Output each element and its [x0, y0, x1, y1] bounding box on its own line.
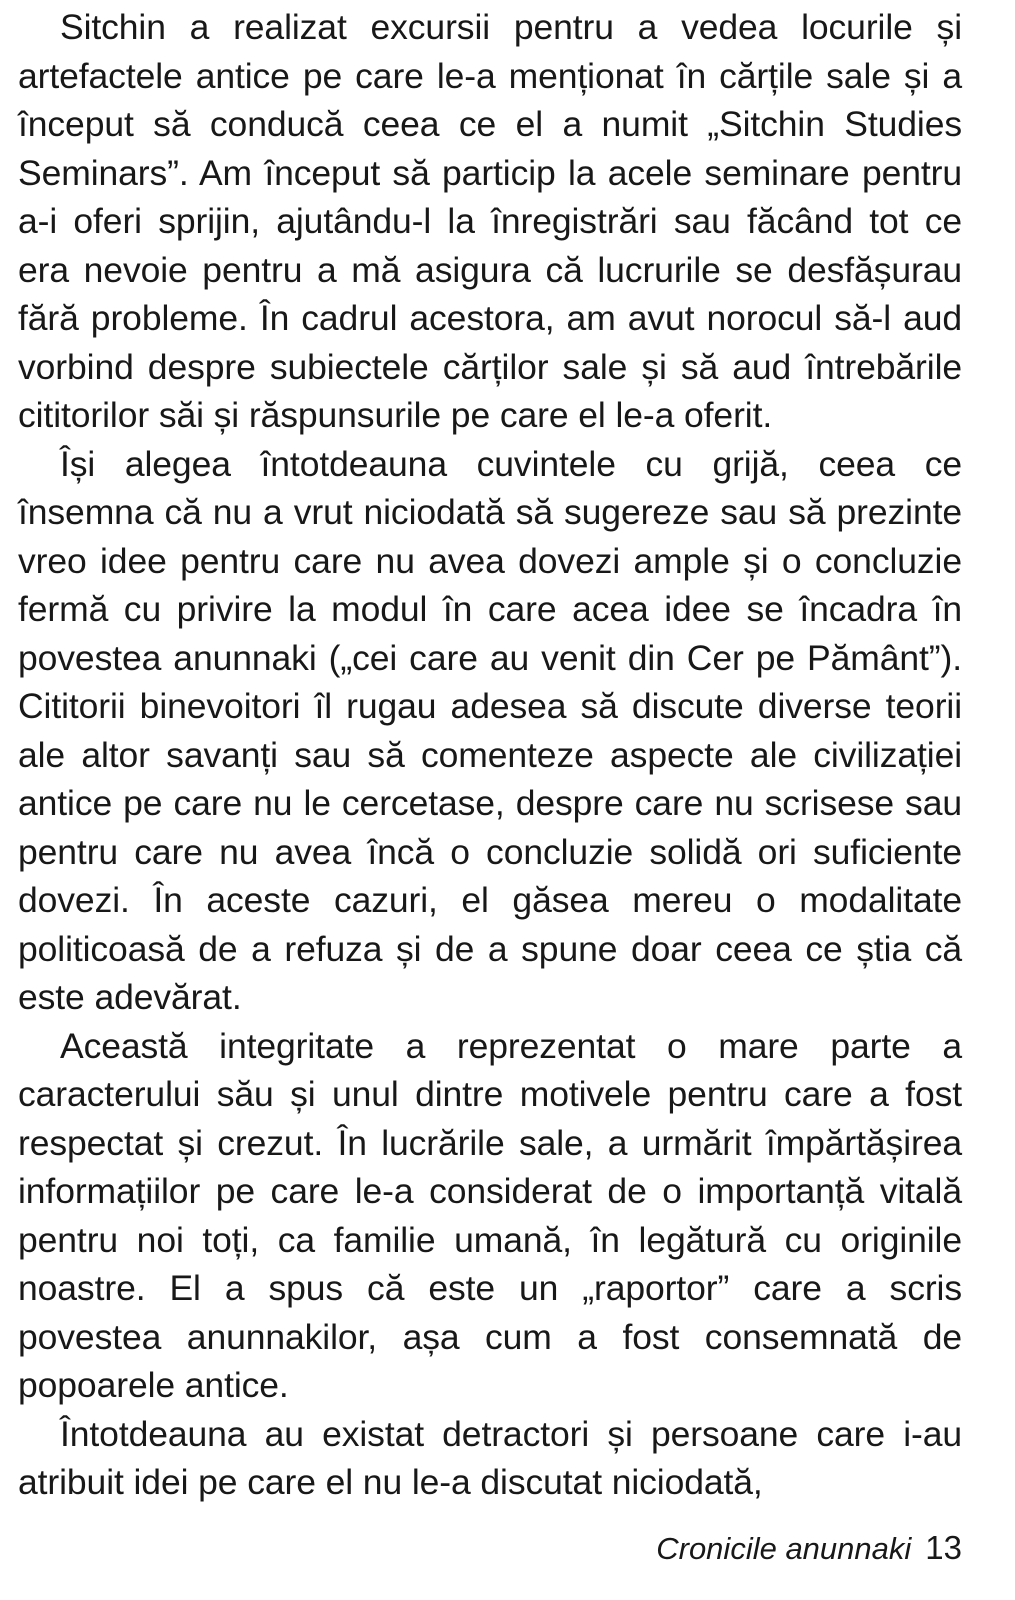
footer-book-title: Cronicile anunnaki — [656, 1531, 912, 1566]
page-footer — [18, 1528, 962, 1569]
page-text-body — [18, 3, 962, 1507]
footer-page-number: 13 — [925, 1529, 962, 1566]
paragraph-2: Își alegea întotdeauna cuvintele cu grijă, ceea ce însemna că nu a vrut niciodată să sugereze sau să prezinte vreo idee pentru care nu avea dovezi ample și o concluzie fermă cu privire la modul în care acea idee se încadra în povestea anunnaki („cei care au venit din Cer pe Pământ”). Cititorii binevoitori îl rugau adesea să discute diverse teorii ale altor savanți sau să comenteze aspecte ale civilizației antice pe care nu le cercetase, despre care nu scrisese sau pentru care nu avea încă o concluzie solidă ori suficiente dovezi. În aceste cazuri, el găsea mereu o modalitate politicoasă de a refuza și de a spune doar ceea ce știa că este adevărat. — [18, 443, 962, 1017]
paragraph-3: Această integritate a reprezentat o mare parte a caracterului său și unul dintre motivele pentru care a fost respectat și crezut. În lucrările sale, a urmărit împărtășirea informațiilor pe care le-a considerat de o importanță vitală pentru noi toți, ca familie umană, în legătură cu originile noastre. El a spus că este un „raportor” care a scris povestea anunnakilor, așa cum a fost consemnată de popoarele antice. — [18, 1025, 962, 1405]
paragraph-4: Întotdeauna au existat detractori și persoane care i-au atribuit idei pe care el nu le-a discutat niciodată, — [18, 1413, 962, 1502]
paragraph-1: Sitchin a realizat excursii pentru a vedea locurile și artefactele antice pe care le-a menționat în cărțile sale și a început să conducă ceea ce el a numit „Sitchin Studies Seminars”. Am început să particip la acele seminare pentru a-i oferi sprijin, ajutându-l la înregistrări sau făcând tot ce era nevoie pentru a mă asigura că lucrurile se desfășurau fără probleme. În cadrul acestora, am avut norocul să-l aud vorbind despre subiectele cărților sale și să aud întrebările cititorilor săi și răspunsurile pe care el le-a oferit. — [18, 7, 962, 435]
